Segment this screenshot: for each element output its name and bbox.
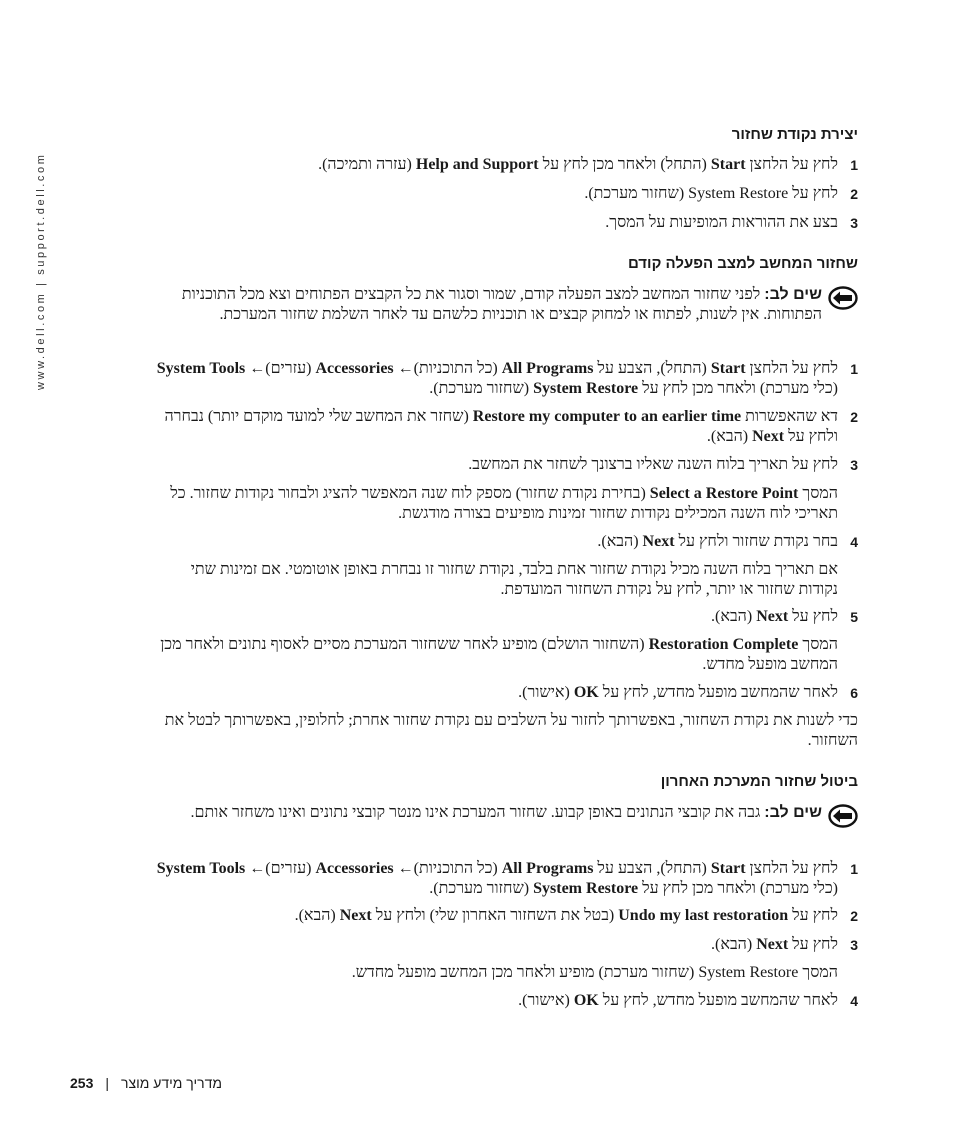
- step-text: [150, 455, 838, 475]
- bold-term: Accessories: [315, 860, 394, 877]
- page-number: 253: [70, 1075, 94, 1091]
- text-run: המסך System Restore (שחזור מערכת) מופיע ולאחר מכן המחשב מופעל מחדש.: [351, 964, 838, 981]
- notice-text: [150, 803, 822, 823]
- text-run: המסך: [798, 636, 838, 653]
- bold-term: System Tools: [156, 360, 246, 377]
- step-text: [150, 935, 838, 955]
- text-run: בצע את ההוראות המופיעות על המסך.: [605, 214, 838, 231]
- text-run: (שחזור מערכת).: [429, 380, 534, 397]
- bold-term: Restoration Complete: [648, 636, 799, 653]
- text-run: (הבא).: [597, 533, 643, 550]
- notice-content: גבה את קובצי הנתונים באופן קבוע. שחזור המערכת אינו מנטר קובצי נתונים ואינו משחזר אותם.: [190, 804, 765, 821]
- text-run: לחץ על תאריך בלוח השנה שאליו ברצונך לשחזר את המחשב.: [468, 456, 838, 473]
- notice-arrow-icon: [828, 286, 858, 310]
- s3-step-4: [150, 991, 858, 1011]
- text-run: (כלי מערכת) ולאחר מכן לחץ על: [638, 880, 838, 897]
- heading-restore-previous-state: שחזור המחשב למצב הפעלה קודם: [627, 255, 858, 272]
- text-run: לחץ על הלחצן: [745, 156, 838, 173]
- bold-term: Next: [339, 907, 372, 924]
- bold-term: Next: [756, 936, 789, 953]
- bold-term: System Restore: [533, 880, 639, 897]
- step-number: 5: [850, 609, 858, 625]
- text-run: לחץ על System Restore (שחזור מערכת).: [584, 185, 838, 202]
- step-text: [150, 991, 838, 1011]
- step-text: [150, 407, 838, 447]
- bold-term: Next: [756, 608, 789, 625]
- bold-term: All Programs: [501, 360, 594, 377]
- bold-term: Start: [710, 860, 746, 877]
- text-run: (שחזר את המחשב שלי למועד מוקדם יותר) נבחרה ולחץ על: [164, 408, 838, 445]
- s2-step-1: [150, 359, 858, 399]
- text-run: (כל התוכניות)←: [393, 860, 502, 877]
- bold-term: Start: [710, 156, 746, 173]
- s1-step-1: [150, 155, 858, 175]
- text-run: לחץ על הלחצן: [745, 360, 838, 377]
- bold-term: Undo my last restoration: [618, 907, 789, 924]
- bold-term: Start: [710, 360, 746, 377]
- notice-label: שים לב:: [764, 804, 822, 821]
- step-text: [150, 359, 838, 399]
- text-run: לחץ על: [788, 936, 838, 953]
- step-number: 1: [850, 157, 858, 173]
- text-run: (בטל את השחזור האחרון שלי) ולחץ על: [371, 907, 619, 924]
- text-run: דא שהאפשרות: [741, 408, 838, 425]
- notice-text: [150, 285, 822, 325]
- bold-term: OK: [573, 684, 599, 701]
- text-run: (כלי מערכת) ולאחר מכן לחץ על: [638, 380, 838, 397]
- s2-para-5: [150, 635, 838, 675]
- step-number: 3: [850, 457, 858, 473]
- text-run: (כל התוכניות)←: [393, 360, 502, 377]
- text-run: (אישור).: [518, 992, 574, 1009]
- text-run: לחץ על: [788, 907, 838, 924]
- s2-step-2: [150, 407, 858, 447]
- step-number: 1: [850, 361, 858, 377]
- text-run: אם תאריך בלוח השנה מכיל נקודת שחזור אחת בלבד, נקודת שחזור זו נבחרת באופן אוטומטי. אם זמינות שתי נקודות שחזור או יותר, לחץ על נקודת השחזור המועדפת.: [190, 561, 838, 598]
- text-run: (אישור).: [518, 684, 574, 701]
- text-run: לאחר שהמחשב מופעל מחדש, לחץ על: [598, 684, 838, 701]
- bold-term: System Restore: [533, 380, 639, 397]
- step-number: 2: [850, 409, 858, 425]
- bold-term: Help and Support: [415, 156, 539, 173]
- bold-term: All Programs: [501, 860, 594, 877]
- s3-step-1: [150, 859, 858, 899]
- text-run: המסך: [798, 485, 838, 502]
- text-run: לחץ על: [788, 608, 838, 625]
- s3-step-3: [150, 935, 858, 955]
- side-url: www.dell.com | support.dell.com: [35, 152, 47, 390]
- text-run: (הבא).: [711, 936, 757, 953]
- s1-step-3: [150, 213, 858, 233]
- text-run: לחץ על הלחצן: [745, 860, 838, 877]
- step-text: [150, 859, 838, 899]
- text-run: (הבא).: [711, 608, 757, 625]
- text-run: (עזרים)←: [245, 860, 316, 877]
- step-number: 6: [850, 685, 858, 701]
- step-text: [150, 683, 838, 703]
- s3-para-3: [150, 963, 838, 983]
- step-text: [150, 607, 838, 627]
- step-text: [150, 155, 838, 175]
- step-number: 3: [850, 215, 858, 231]
- step-text: [150, 213, 838, 233]
- bold-term: Next: [752, 428, 785, 445]
- bold-term: OK: [573, 992, 599, 1009]
- s2-step-3: [150, 455, 858, 475]
- s2-step-4: [150, 532, 858, 552]
- page-content: [150, 0, 858, 1145]
- notice-arrow-icon: [828, 804, 858, 828]
- footer-separator: |: [105, 1075, 109, 1091]
- step-number: 4: [850, 993, 858, 1009]
- text-run: (הבא).: [706, 428, 753, 445]
- step-number: 2: [850, 908, 858, 924]
- notice-block: [150, 285, 858, 325]
- text-run: (השחזור הושלם) מופיע לאחר ששחזור המערכת מסיים לאסוף נתונים ולאחר מכן המחשב מופעל מחדש.: [160, 636, 838, 673]
- s2-para-4: [150, 560, 838, 600]
- s2-para-3: [150, 484, 838, 524]
- text-run: (התחל), הצבע על: [593, 860, 711, 877]
- notice-content: לפני שחזור המחשב למצב הפעלה קודם, שמור וסגור את כל הקבצים הפתוחים וצא מכל התוכניות הפתוחות. אין לשנות, לפתוח או למחוק קבצים או תוכניות כלשהם עד לאחר השלמת שחזור המערכת.: [181, 286, 822, 323]
- bold-term: Restore my computer to an earlier time: [472, 408, 742, 425]
- text-run: (התחל), הצבע על: [593, 360, 711, 377]
- text-run: לאחר שהמחשב מופעל מחדש, לחץ על: [598, 992, 838, 1009]
- s3-step-2: [150, 906, 858, 926]
- step-text: [150, 532, 838, 552]
- text-run: בחר נקודת שחזור ולחץ על: [674, 533, 838, 550]
- notice-block: [150, 803, 858, 823]
- bold-term: Accessories: [315, 360, 394, 377]
- page-footer: [70, 1075, 222, 1091]
- heading-create-restore-point: יצירת נקודת שחזור: [731, 126, 858, 143]
- step-number: 4: [850, 534, 858, 550]
- text-run: (עזרים)←: [245, 360, 316, 377]
- step-text: [150, 184, 838, 204]
- text-run: (בחירת נקודת שחזור) מספק לוח שנה המאפשר להציג ולבחור נקודות שחזור. כל תאריכי לוח השנה המכילים נקודות שחזור זמינות מופיעים בצורה מודגשת.: [170, 485, 838, 522]
- notice-label: שים לב:: [764, 286, 822, 303]
- text-run: (שחזור מערכת).: [429, 880, 534, 897]
- text-run: (עזרה ותמיכה).: [318, 156, 416, 173]
- s1-step-2: [150, 184, 858, 204]
- s2-after-paragraph: כדי לשנות את נקודת השחזור, באפשרותך לחזור על השלבים עם נקודת שחזור אחרת; לחלופין, באפשרותך לבטל את השחזור.: [164, 712, 858, 749]
- heading-undo-last-restore: ביטול שחזור המערכת האחרון: [660, 773, 858, 790]
- step-number: 3: [850, 937, 858, 953]
- step-number: 2: [850, 186, 858, 202]
- text-run: (התחל) ולאחר מכן לחץ על: [538, 156, 711, 173]
- footer-title: מדריך מידע מוצר: [121, 1075, 222, 1091]
- s2-step-6: [150, 683, 858, 703]
- step-number: 1: [850, 861, 858, 877]
- step-text: [150, 906, 838, 926]
- s2-step-5: [150, 607, 858, 627]
- bold-term: Next: [642, 533, 675, 550]
- text-run: (הבא).: [294, 907, 340, 924]
- bold-term: Select a Restore Point: [649, 485, 799, 502]
- bold-term: System Tools: [156, 860, 246, 877]
